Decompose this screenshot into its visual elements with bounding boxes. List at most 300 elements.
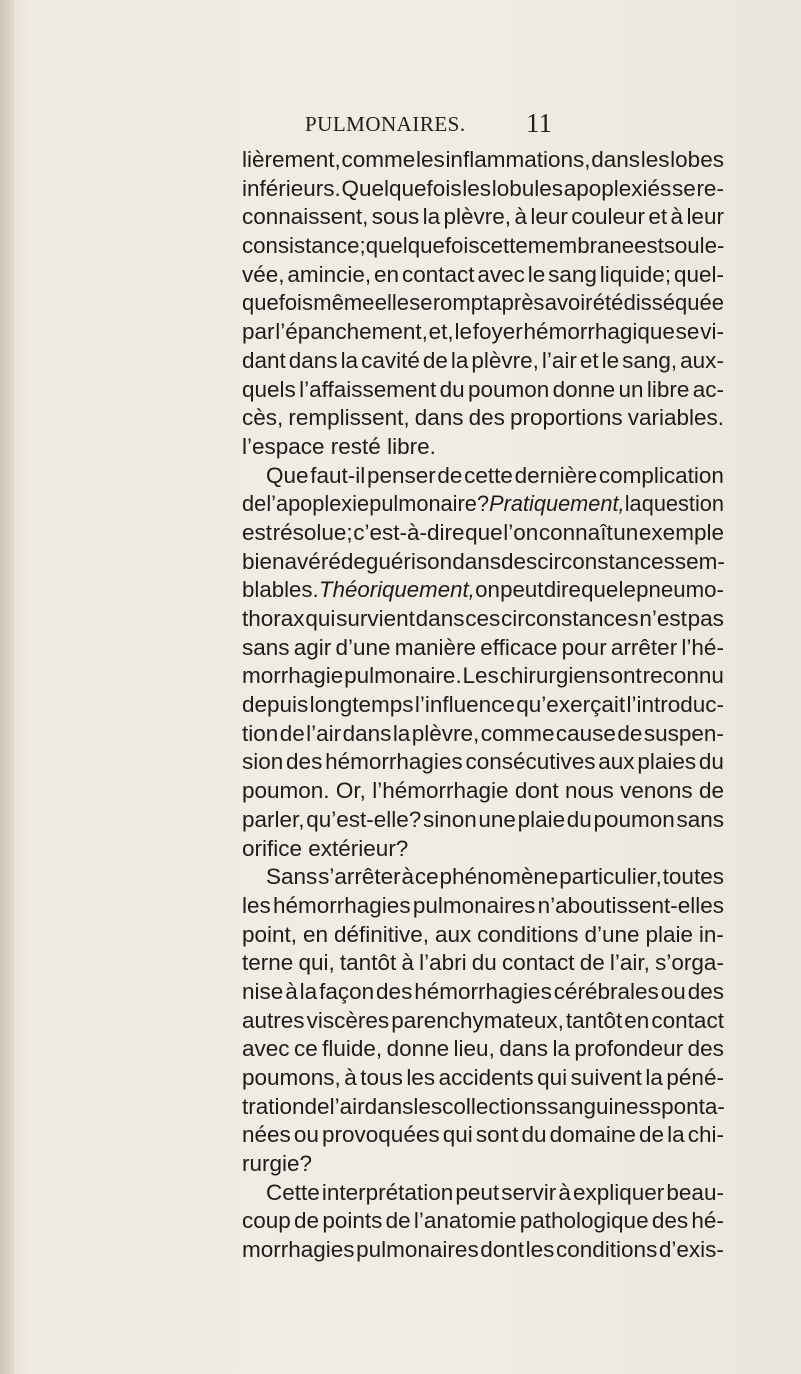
word: reconnu bbox=[642, 663, 724, 689]
word: exemple bbox=[638, 519, 724, 545]
word: dant bbox=[242, 347, 286, 373]
word: comme bbox=[341, 147, 416, 172]
word: ? bbox=[476, 491, 490, 517]
word: dire bbox=[543, 577, 581, 603]
word: foyer bbox=[472, 319, 523, 345]
word: l’influence bbox=[414, 692, 515, 718]
word: tous bbox=[360, 1065, 403, 1090]
word: l’anatomie bbox=[413, 1208, 517, 1234]
word: venons bbox=[620, 778, 693, 804]
word: qu’est-elle? bbox=[306, 806, 422, 832]
word: poumon. bbox=[242, 778, 330, 804]
word: à bbox=[344, 1065, 357, 1090]
word: toutes bbox=[662, 864, 724, 890]
word: l’air bbox=[541, 347, 577, 373]
word: même bbox=[313, 290, 375, 316]
word: couleur bbox=[571, 204, 646, 230]
word: sous bbox=[371, 204, 420, 230]
page-gutter-shadow bbox=[0, 0, 14, 1374]
word: l’on bbox=[503, 519, 539, 545]
word: ont bbox=[610, 663, 642, 689]
word: des bbox=[376, 978, 413, 1004]
word: tantôt bbox=[565, 1007, 623, 1033]
word: manière bbox=[394, 634, 477, 660]
word: contact bbox=[401, 261, 475, 287]
text-line bbox=[242, 1093, 724, 1122]
word: Or, bbox=[335, 778, 366, 804]
word: Les bbox=[462, 663, 499, 689]
word: façon bbox=[319, 978, 375, 1004]
word: de bbox=[279, 720, 305, 746]
word: d’une bbox=[584, 921, 640, 947]
word: comme bbox=[480, 720, 555, 746]
word: bien bbox=[242, 548, 285, 574]
word: connaissent, bbox=[242, 204, 369, 230]
text-segment: rurgie? bbox=[242, 1151, 313, 1177]
text-line bbox=[242, 261, 724, 290]
word: lièrement, bbox=[242, 147, 341, 172]
text-line bbox=[242, 777, 724, 806]
word: avec bbox=[242, 1036, 290, 1062]
word: dont bbox=[514, 778, 559, 804]
word: domaine bbox=[549, 1122, 636, 1148]
word: nées bbox=[242, 1122, 291, 1148]
text-line bbox=[242, 203, 724, 232]
word: remplissent, bbox=[288, 405, 410, 431]
word: et bbox=[648, 204, 668, 230]
word: points bbox=[322, 1208, 383, 1234]
word: in- bbox=[698, 921, 724, 947]
word: nise bbox=[242, 978, 284, 1004]
word: on bbox=[475, 577, 500, 603]
word: l’air bbox=[329, 1093, 365, 1119]
word: aux- bbox=[680, 347, 724, 373]
word: soule- bbox=[663, 233, 725, 259]
word: un bbox=[613, 519, 639, 545]
word: hémorrhagique bbox=[523, 319, 675, 345]
word: sont bbox=[475, 1122, 519, 1148]
word: est bbox=[634, 233, 664, 259]
word: donne bbox=[552, 376, 616, 402]
word: du bbox=[439, 376, 465, 402]
word: s’orga- bbox=[655, 950, 724, 976]
word: contact bbox=[651, 1007, 724, 1033]
word: de bbox=[242, 491, 267, 517]
word: le bbox=[527, 261, 546, 287]
word: de bbox=[617, 720, 643, 746]
word: l’apoplexie bbox=[266, 491, 370, 517]
word: à bbox=[670, 204, 684, 230]
italic-word: Théoriquement, bbox=[318, 577, 475, 603]
word: c’est-à-dire bbox=[353, 519, 465, 545]
text-line bbox=[242, 1007, 724, 1036]
text-line bbox=[242, 232, 724, 261]
word: sinon bbox=[422, 806, 477, 832]
word: dans bbox=[342, 720, 392, 746]
text-line bbox=[242, 921, 724, 950]
word: liquide; bbox=[599, 261, 672, 287]
text-line bbox=[242, 462, 724, 491]
word: parenchymateux, bbox=[391, 1007, 564, 1033]
text-line bbox=[242, 662, 724, 691]
word: l’introduc- bbox=[626, 692, 724, 718]
word: quels bbox=[242, 376, 296, 402]
word: penser bbox=[366, 462, 436, 488]
word: ou bbox=[660, 978, 686, 1004]
word: qui bbox=[305, 606, 336, 631]
word: rompt bbox=[432, 290, 490, 316]
word: terne bbox=[242, 950, 294, 976]
word: est bbox=[242, 519, 273, 545]
word: poumon bbox=[467, 376, 550, 402]
word: pulmonaires bbox=[412, 892, 536, 918]
body-text bbox=[242, 146, 724, 1265]
word: depuis bbox=[242, 692, 309, 718]
word: à bbox=[285, 978, 298, 1004]
word: pulmonaire. bbox=[344, 663, 462, 689]
word: du bbox=[521, 1122, 547, 1148]
word: poumon bbox=[593, 806, 675, 832]
word: connaît bbox=[538, 519, 613, 545]
word: plèvre, bbox=[471, 347, 539, 373]
word: l’air bbox=[306, 720, 342, 746]
word: dernière bbox=[514, 462, 598, 488]
word: dans bbox=[364, 1093, 414, 1119]
text-line bbox=[242, 892, 724, 921]
word: plaie bbox=[645, 921, 693, 947]
word: de bbox=[422, 347, 448, 373]
word: servir bbox=[501, 1179, 557, 1205]
word: résolue; bbox=[272, 519, 353, 545]
word: des bbox=[468, 405, 505, 431]
word: le bbox=[618, 577, 636, 603]
word: peut bbox=[455, 1179, 500, 1205]
text-line bbox=[242, 605, 724, 634]
word: sans bbox=[242, 634, 290, 660]
word: plaie bbox=[517, 806, 566, 832]
word: cette bbox=[464, 462, 513, 488]
word: apoplexiés bbox=[563, 175, 672, 201]
text-line bbox=[242, 1121, 724, 1150]
word: tantôt bbox=[339, 950, 397, 976]
word: sem- bbox=[674, 548, 725, 574]
word: tration bbox=[242, 1093, 305, 1119]
text-line bbox=[242, 720, 724, 749]
word: dans bbox=[591, 147, 640, 172]
word: l’hémorrhagie bbox=[372, 778, 509, 804]
word: le bbox=[454, 319, 472, 345]
word: faut-il bbox=[310, 462, 366, 488]
word: n’aboutissent-elles bbox=[537, 892, 724, 918]
word: variables. bbox=[627, 405, 724, 431]
word: Que bbox=[266, 462, 309, 488]
word: fluide, bbox=[322, 1036, 383, 1062]
word: autres bbox=[242, 1007, 305, 1033]
word: la bbox=[392, 720, 411, 746]
word: des bbox=[651, 1208, 689, 1234]
word: suspen- bbox=[643, 720, 724, 746]
word: sang, bbox=[622, 347, 678, 373]
word: agir bbox=[293, 634, 332, 660]
word: lieu, bbox=[453, 1036, 495, 1062]
text-line bbox=[242, 949, 724, 978]
word: s’arrêter bbox=[318, 864, 401, 890]
word: que bbox=[581, 577, 619, 603]
word: de bbox=[304, 1093, 330, 1119]
word: profondeur bbox=[574, 1036, 684, 1062]
word: viscères bbox=[306, 1007, 390, 1033]
word: de bbox=[579, 950, 605, 976]
word: dont bbox=[480, 1237, 525, 1263]
word: coup bbox=[242, 1208, 291, 1234]
word: la bbox=[299, 978, 318, 1004]
word: avéré bbox=[284, 548, 341, 574]
word: la bbox=[450, 347, 469, 373]
word: l’épanchement, bbox=[275, 319, 428, 345]
word: des bbox=[687, 978, 724, 1004]
word: leur bbox=[686, 204, 724, 230]
word: sanguines bbox=[547, 1093, 650, 1119]
page-number: 11 bbox=[526, 108, 552, 138]
word: beau- bbox=[666, 1179, 724, 1205]
word: pathologique bbox=[519, 1208, 649, 1234]
word: un bbox=[618, 376, 644, 402]
word: le bbox=[601, 347, 620, 373]
word: longtemps bbox=[309, 692, 414, 718]
word: quefois bbox=[242, 290, 313, 316]
text-line bbox=[242, 1179, 724, 1208]
word: morrhagie bbox=[242, 663, 344, 689]
word: aux bbox=[598, 749, 635, 775]
word: n’est bbox=[639, 606, 687, 631]
word: lobes bbox=[670, 147, 724, 172]
word: de bbox=[294, 1208, 320, 1234]
word: dans bbox=[452, 548, 501, 574]
text-line bbox=[242, 806, 724, 835]
word: avec bbox=[477, 261, 525, 287]
word: de bbox=[437, 462, 463, 488]
word: de bbox=[638, 1122, 665, 1148]
text-line bbox=[242, 490, 724, 519]
word: cette bbox=[479, 233, 528, 259]
word: consécutives bbox=[465, 749, 596, 775]
text-line bbox=[242, 289, 724, 318]
word: se bbox=[409, 290, 433, 316]
word: plèvre, bbox=[411, 720, 480, 746]
text-line bbox=[242, 748, 724, 777]
text-line bbox=[242, 691, 724, 720]
word: hémorrhagies bbox=[414, 978, 552, 1004]
word: d’exis- bbox=[658, 1237, 724, 1263]
word: l’air, bbox=[609, 950, 650, 976]
word: des bbox=[286, 749, 323, 775]
word: tion bbox=[242, 720, 279, 746]
word: par bbox=[242, 319, 275, 345]
word: parler, bbox=[242, 806, 305, 832]
word: Sans bbox=[266, 864, 318, 890]
word: quelquefois bbox=[365, 233, 480, 259]
word: pneumo- bbox=[636, 577, 724, 603]
word: particulier, bbox=[559, 864, 662, 890]
word: arrêter bbox=[610, 634, 678, 660]
word: provoquées bbox=[322, 1122, 440, 1148]
text-line bbox=[242, 548, 724, 577]
word: une bbox=[478, 806, 516, 832]
word: l’affaissement bbox=[299, 376, 437, 402]
text-line bbox=[242, 519, 724, 548]
word: du bbox=[566, 806, 592, 832]
word: les bbox=[462, 175, 492, 201]
word: à bbox=[401, 864, 415, 890]
word: survient bbox=[336, 606, 415, 631]
word: en bbox=[302, 921, 329, 947]
word: Quelquefois bbox=[341, 175, 462, 201]
text-line bbox=[242, 978, 724, 1007]
text-line bbox=[242, 576, 724, 605]
text-segment: orifice extérieur? bbox=[242, 835, 409, 861]
word: pulmonaire bbox=[369, 491, 477, 517]
word: la bbox=[422, 204, 441, 230]
word: phénomène bbox=[439, 864, 559, 890]
word: dans bbox=[415, 606, 465, 631]
word: les bbox=[525, 1237, 555, 1263]
word: libre bbox=[646, 376, 690, 402]
word: qu’exerçait bbox=[516, 692, 626, 718]
word: péné- bbox=[666, 1065, 724, 1090]
word: contact bbox=[501, 950, 575, 976]
text-line bbox=[242, 376, 724, 405]
text-line bbox=[242, 433, 724, 462]
text-line bbox=[242, 146, 724, 175]
word: à bbox=[401, 950, 414, 976]
word: des bbox=[500, 548, 538, 574]
word: qui bbox=[537, 1065, 568, 1090]
word: guérison bbox=[365, 548, 453, 574]
running-head: PULMONAIRES. bbox=[305, 112, 466, 136]
word: hémorrhagies bbox=[325, 749, 463, 775]
word: des bbox=[687, 1036, 724, 1062]
word: sion bbox=[242, 749, 284, 775]
word: lobules bbox=[491, 175, 564, 201]
word: plèvre, bbox=[443, 204, 512, 230]
word: définitive, bbox=[333, 921, 430, 947]
word: hémorrhagies bbox=[273, 892, 411, 918]
word: dans bbox=[288, 347, 338, 373]
word: se bbox=[671, 175, 696, 201]
word: ac- bbox=[692, 376, 724, 402]
word: ce bbox=[293, 1036, 318, 1062]
word: l’abri bbox=[419, 950, 467, 976]
word: que bbox=[465, 519, 503, 545]
word: se bbox=[675, 319, 700, 345]
word: pas bbox=[687, 606, 724, 631]
text-line bbox=[242, 318, 724, 347]
word: conditions bbox=[477, 921, 579, 947]
word: en bbox=[374, 261, 400, 287]
word: consistance; bbox=[242, 233, 366, 259]
word: la bbox=[667, 1122, 685, 1148]
word: efficace bbox=[480, 634, 558, 660]
word: les bbox=[413, 1093, 443, 1119]
word: à bbox=[558, 1179, 571, 1205]
word: cérébrales bbox=[553, 978, 659, 1004]
word: complication bbox=[598, 462, 724, 488]
word: poumons, bbox=[242, 1065, 341, 1090]
text-line bbox=[242, 634, 724, 663]
word: conditions bbox=[556, 1237, 658, 1263]
word: vée, bbox=[242, 261, 285, 287]
word: expliquer bbox=[572, 1179, 665, 1205]
word: hé- bbox=[691, 1208, 724, 1234]
word: de bbox=[698, 778, 724, 804]
word: nous bbox=[564, 778, 614, 804]
word: inflammations, bbox=[445, 147, 591, 172]
text-line bbox=[242, 1207, 724, 1236]
text-line bbox=[242, 1236, 724, 1265]
word: l’hé- bbox=[681, 634, 724, 660]
word: après bbox=[489, 290, 545, 316]
word: cès, bbox=[242, 405, 284, 431]
word: peut bbox=[500, 577, 544, 603]
word: pulmonaires bbox=[356, 1237, 479, 1263]
text-line bbox=[242, 347, 724, 376]
word: Cette bbox=[266, 1179, 320, 1205]
word: la bbox=[645, 1065, 663, 1090]
word: amincie, bbox=[287, 261, 372, 287]
word: plaies bbox=[637, 749, 697, 775]
word: la bbox=[552, 1036, 570, 1062]
word: inférieurs. bbox=[242, 175, 341, 201]
text-line bbox=[242, 835, 724, 864]
word: avoir bbox=[544, 290, 593, 316]
word: dans bbox=[414, 405, 464, 431]
word: quel- bbox=[673, 261, 724, 287]
text-line bbox=[242, 1064, 724, 1093]
word: interprétation bbox=[321, 1179, 454, 1205]
word: ce bbox=[414, 864, 439, 890]
word: elle bbox=[374, 290, 409, 316]
word: ces bbox=[465, 606, 501, 631]
word: sang bbox=[548, 261, 597, 287]
word: sponta- bbox=[649, 1093, 725, 1119]
word: donne bbox=[386, 1036, 450, 1062]
word: les bbox=[640, 147, 670, 172]
word: blables. bbox=[242, 577, 319, 603]
word: disséquée bbox=[623, 290, 724, 316]
word: circonstances bbox=[501, 606, 639, 631]
word: les bbox=[242, 892, 271, 918]
word: qui, bbox=[298, 950, 335, 976]
word: collections bbox=[442, 1093, 548, 1119]
word: circonstances bbox=[537, 548, 675, 574]
word: les bbox=[415, 147, 445, 172]
text-line bbox=[242, 404, 724, 433]
word: du bbox=[471, 950, 497, 976]
text-line bbox=[242, 1150, 724, 1179]
word: accidents bbox=[438, 1065, 534, 1090]
word: question bbox=[641, 491, 724, 517]
word: sans bbox=[676, 806, 724, 832]
word: d’une bbox=[335, 634, 391, 660]
word: cavité bbox=[361, 347, 420, 373]
word: dans bbox=[499, 1036, 549, 1062]
word: de bbox=[340, 548, 366, 574]
word: de bbox=[385, 1208, 411, 1234]
text-segment: l’espace resté libre. bbox=[242, 433, 436, 459]
word: la bbox=[340, 347, 359, 373]
word: ou bbox=[293, 1122, 319, 1148]
word: vi- bbox=[700, 319, 724, 345]
